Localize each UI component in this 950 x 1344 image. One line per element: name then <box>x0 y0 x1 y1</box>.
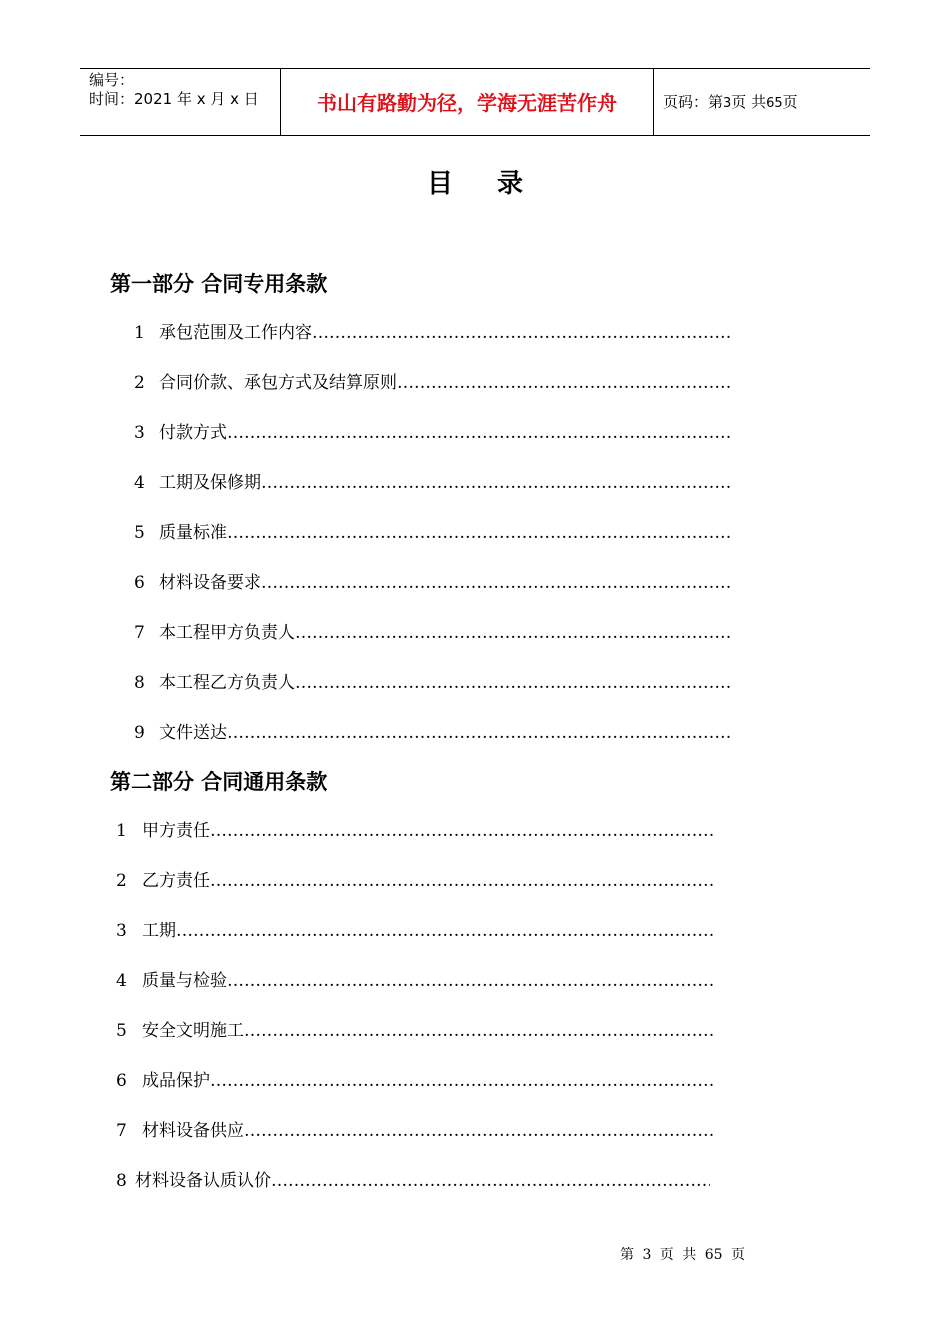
header-page-number: 页码：第3页 共65页 <box>663 93 798 111</box>
toc-item-number: 5 <box>116 1021 127 1041</box>
header-motto-cell <box>281 69 654 135</box>
document-date-label: 时间：2021 年 x 月 x 日 <box>89 90 259 108</box>
part2-heading: 第二部分 合同通用条款 <box>110 770 328 794</box>
toc-item-number: 7 <box>134 623 145 643</box>
toc-item-label: 工期及保修期 <box>159 473 261 493</box>
toc-leader-dots <box>312 322 733 344</box>
toc-item-label: 成品保护 <box>142 1071 210 1091</box>
toc-item[interactable] <box>116 866 716 892</box>
toc-item-number: 2 <box>116 871 127 891</box>
toc-leader-dots <box>261 572 733 594</box>
header-page-current: 3 <box>723 96 732 111</box>
toc-item-label: 付款方式 <box>159 423 227 443</box>
toc-item[interactable] <box>134 518 733 544</box>
toc-item[interactable] <box>134 318 733 344</box>
toc-item-number: 3 <box>116 921 127 941</box>
toc-item-label: 安全文明施工 <box>142 1021 244 1041</box>
toc-item-label: 甲方责任 <box>142 821 210 841</box>
toc-item[interactable] <box>134 418 733 444</box>
toc-item-number: 9 <box>134 723 145 743</box>
toc-leader-dots <box>244 1120 716 1142</box>
toc-item-number: 4 <box>116 971 127 991</box>
toc-leader-dots <box>210 820 716 842</box>
toc-item-label: 材料设备供应 <box>142 1121 244 1141</box>
toc-leader-dots <box>227 422 733 444</box>
toc-item[interactable] <box>116 916 716 942</box>
toc-item[interactable] <box>116 1116 716 1142</box>
toc-item-label: 合同价款、承包方式及结算原则 <box>159 373 397 393</box>
header-page-cell <box>654 69 870 135</box>
toc-leader-dots <box>210 870 716 892</box>
toc-leader-dots <box>176 920 716 942</box>
toc-item-number: 6 <box>134 573 145 593</box>
toc-leader-dots <box>295 672 733 694</box>
toc-item[interactable] <box>134 368 733 394</box>
toc-item[interactable] <box>116 966 716 992</box>
page-footer: 第 3 页 共 65 页 <box>620 1247 745 1263</box>
toc-item-label: 文件送达 <box>159 723 227 743</box>
toc-item-label: 工期 <box>142 921 176 941</box>
toc-item[interactable] <box>116 1016 716 1042</box>
page-title: 目录 <box>426 169 567 199</box>
document-number-label: 编号： <box>89 71 135 89</box>
toc-leader-dots <box>397 372 733 394</box>
toc-item-label: 承包范围及工作内容 <box>159 323 312 343</box>
toc-item[interactable] <box>134 718 733 744</box>
header-motto: 书山有路勤为径，学海无涯苦作舟 <box>317 91 617 115</box>
toc-item-number: 2 <box>134 373 145 393</box>
toc-item[interactable] <box>134 618 733 644</box>
toc-item-number: 1 <box>116 821 127 841</box>
header-info-cell <box>80 69 281 135</box>
toc-item-number: 7 <box>116 1121 127 1141</box>
part1-heading: 第一部分 合同专用条款 <box>110 272 328 296</box>
toc-item-label: 本工程乙方负责人 <box>159 673 295 693</box>
toc-leader-dots <box>210 1070 716 1092</box>
toc-item[interactable] <box>116 1066 716 1092</box>
toc-item-number: 4 <box>134 473 145 493</box>
page-header <box>80 68 870 136</box>
toc-leader-dots <box>271 1170 710 1192</box>
toc-item-label: 质量标准 <box>159 523 227 543</box>
toc-leader-dots <box>227 722 733 744</box>
toc-item-label: 材料设备认质认价 <box>135 1171 271 1191</box>
header-page-total: 65 <box>766 96 783 111</box>
toc-item-number: 5 <box>134 523 145 543</box>
toc-item[interactable] <box>134 468 733 494</box>
toc-item[interactable] <box>116 1166 710 1192</box>
toc-item-number: 8 <box>116 1171 127 1191</box>
toc-leader-dots <box>295 622 733 644</box>
toc-leader-dots <box>227 970 716 992</box>
toc-item-label: 质量与检验 <box>142 971 227 991</box>
toc-item-label: 本工程甲方负责人 <box>159 623 295 643</box>
toc-leader-dots <box>261 472 733 494</box>
toc-item-label: 材料设备要求 <box>159 573 261 593</box>
toc-item-number: 1 <box>134 323 145 343</box>
toc-item-label: 乙方责任 <box>142 871 210 891</box>
toc-item-number: 6 <box>116 1071 127 1091</box>
toc-item[interactable] <box>134 668 733 694</box>
toc-leader-dots <box>244 1020 716 1042</box>
toc-item-number: 3 <box>134 423 145 443</box>
toc-item-number: 8 <box>134 673 145 693</box>
toc-item[interactable] <box>116 816 716 842</box>
toc-item[interactable] <box>134 568 733 594</box>
toc-leader-dots <box>227 522 733 544</box>
